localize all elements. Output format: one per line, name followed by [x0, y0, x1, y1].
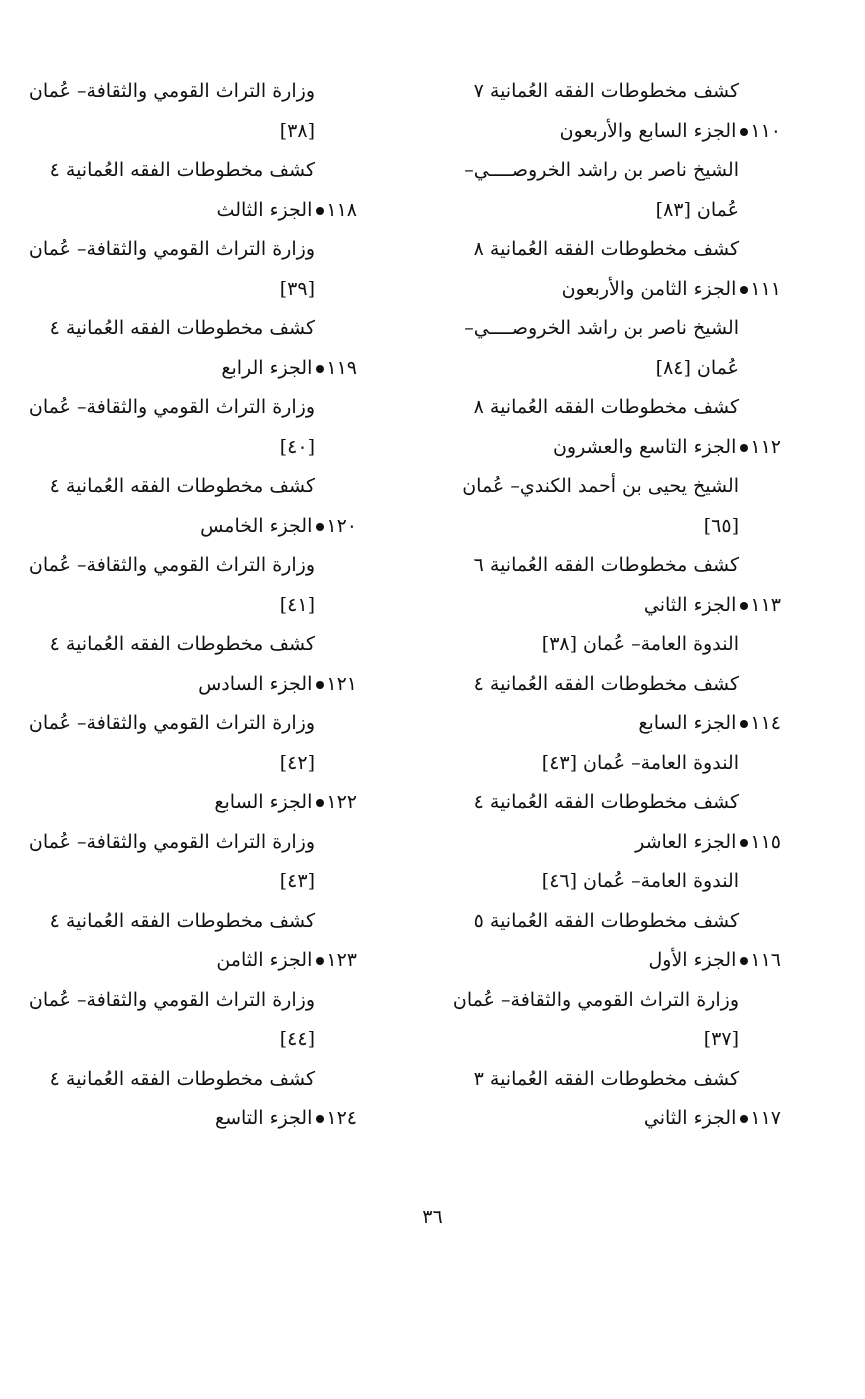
- entry-number: ١٢٠: [326, 514, 357, 537]
- entry-detail-line: [٤٣]: [279, 870, 315, 892]
- entry-number: ١١١: [750, 277, 781, 300]
- bullet-icon: [316, 799, 324, 807]
- entry-detail-line: كشف مخطوطات الفقه العُمانية ٣: [473, 1067, 739, 1090]
- entry-detail-line: كشف مخطوطات الفقه العُمانية ٤: [49, 1067, 315, 1090]
- entry-detail-line: وزارة التراث القومي والثقافة– عُمان: [28, 554, 315, 576]
- entry-heading: [15, 941, 357, 981]
- entry-number: ١٢١: [326, 672, 357, 695]
- entry-detail-line: عُمان [٨٤]: [655, 356, 739, 379]
- entry-title: الجزء السابع: [214, 791, 313, 813]
- entry-number: ١١٢: [750, 435, 781, 458]
- entry-title: الجزء الأول: [648, 949, 737, 971]
- entry-heading: [439, 823, 781, 863]
- entry-detail-line: [٤٢]: [279, 751, 315, 774]
- entry-detail-line: وزارة التراث القومي والثقافة– عُمان: [28, 396, 315, 418]
- entry-detail-line: كشف مخطوطات الفقه العُمانية ٦: [473, 554, 739, 576]
- entry-detail-line: [٣٩]: [279, 277, 315, 300]
- entry-detail-line: وزارة التراث القومي والثقافة– عُمان: [28, 830, 315, 853]
- entry-detail-line: كشف مخطوطات الفقه العُمانية ٤: [49, 909, 315, 932]
- entry-title: الجزء العاشر: [635, 830, 737, 853]
- entry-title: الجزء الثاني: [643, 1107, 737, 1129]
- entry-number: ١١٠: [750, 119, 781, 142]
- entry-detail-line: [٤٠]: [279, 435, 315, 458]
- entry-detail-line: كشف مخطوطات الفقه العُمانية ٤: [49, 317, 315, 339]
- entry-detail-line: كشف مخطوطات الفقه العُمانية ٤: [49, 159, 315, 181]
- entry-title: الجزء الرابع: [221, 356, 313, 379]
- entry-detail-line: كشف مخطوطات الفقه العُمانية ٨: [473, 238, 739, 260]
- entry-title: الجزء الثامن: [216, 949, 313, 971]
- entry-heading: [15, 665, 357, 705]
- entry-detail-line: [٤١]: [279, 593, 315, 616]
- entry-detail-line: كشف مخطوطات الفقه العُمانية ٧: [473, 80, 739, 102]
- entry-heading: [439, 270, 781, 310]
- entry-number: ١١٣: [750, 593, 781, 616]
- entry-title: الجزء السابع: [638, 712, 737, 734]
- entry-detail-line: وزارة التراث القومي والثقافة– عُمان: [28, 988, 315, 1011]
- entry-number: ١١٦: [750, 949, 781, 971]
- entry-detail-line: كشف مخطوطات الفقه العُمانية ٤: [49, 633, 315, 655]
- entry-heading: [15, 1099, 357, 1139]
- entry-detail-line: وزارة التراث القومي والثقافة– عُمان: [28, 712, 315, 734]
- right-column: [439, 72, 781, 1139]
- entry-detail-line: الشيخ ناصر بن راشد الخروصــــي–: [464, 317, 739, 339]
- entry-detail-line: كشف مخطوطات الفقه العُمانية ٤: [473, 672, 739, 695]
- entry-number: ١١٧: [750, 1107, 781, 1129]
- entry-heading: [439, 586, 781, 626]
- entry-heading: [439, 428, 781, 468]
- entry-detail-line: [٣٧]: [703, 1028, 739, 1050]
- entry-detail-line: وزارة التراث القومي والثقافة– عُمان: [452, 988, 739, 1011]
- bullet-icon: [740, 128, 748, 136]
- entry-detail-line: كشف مخطوطات الفقه العُمانية ٤: [473, 791, 739, 813]
- entry-title: الجزء السادس: [198, 672, 313, 695]
- left-column: [15, 72, 357, 1139]
- entry-detail-line: وزارة التراث القومي والثقافة– عُمان: [28, 80, 315, 102]
- bullet-icon: [740, 1115, 748, 1123]
- bullet-icon: [740, 602, 748, 610]
- entry-title: الجزء السابع والأربعون: [559, 119, 737, 142]
- bullet-icon: [740, 839, 748, 847]
- entry-title: الجزء الخامس: [200, 514, 313, 537]
- bullet-icon: [740, 444, 748, 452]
- entry-title: الجزء الثامن والأربعون: [561, 277, 737, 300]
- page-number: ٣٦: [422, 1206, 443, 1228]
- bullet-icon: [316, 681, 324, 689]
- bullet-icon: [740, 957, 748, 965]
- entry-detail-line: كشف مخطوطات الفقه العُمانية ٨: [473, 396, 739, 418]
- bullet-icon: [740, 286, 748, 294]
- entry-title: الجزء الثالث: [216, 198, 313, 221]
- entry-title: الجزء الثاني: [643, 593, 737, 616]
- entry-detail-line: [٦٥]: [703, 514, 739, 537]
- entry-detail-line: [٤٤]: [279, 1028, 315, 1050]
- entry-heading: [439, 1099, 781, 1139]
- bullet-icon: [316, 1115, 324, 1123]
- entry-number: ١١٨: [326, 198, 357, 221]
- entry-number: ١٢٣: [326, 949, 357, 971]
- entry-detail-line: كشف مخطوطات الفقه العُمانية ٥: [473, 909, 739, 932]
- entry-heading: [15, 349, 357, 389]
- entry-detail-line: الندوة العامة– عُمان [٤٣]: [541, 751, 739, 774]
- entry-number: ١١٥: [750, 830, 781, 853]
- bullet-icon: [316, 365, 324, 373]
- entry-title: الجزء التاسع والعشرون: [552, 435, 737, 458]
- entry-heading: [15, 783, 357, 823]
- entry-heading: [15, 507, 357, 547]
- bullet-icon: [316, 207, 324, 215]
- entry-detail-line: وزارة التراث القومي والثقافة– عُمان: [28, 238, 315, 260]
- entry-number: ١١٩: [326, 356, 357, 379]
- entry-detail-line: الشيخ يحيى بن أحمد الكندي– عُمان: [462, 475, 739, 497]
- entry-title: الجزء التاسع: [214, 1107, 313, 1129]
- entry-detail-line: الندوة العامة– عُمان [٤٦]: [541, 870, 739, 892]
- entry-heading: [15, 191, 357, 231]
- entry-number: ١١٤: [750, 712, 781, 734]
- bullet-icon: [316, 523, 324, 531]
- entry-heading: [439, 941, 781, 981]
- bullet-icon: [740, 720, 748, 728]
- entry-number: ١٢٢: [326, 791, 357, 813]
- entry-heading: [439, 112, 781, 152]
- entry-heading: [439, 704, 781, 744]
- entry-number: ١٢٤: [326, 1107, 357, 1129]
- entry-detail-line: [٣٨]: [279, 119, 315, 142]
- entry-detail-line: الندوة العامة– عُمان [٣٨]: [541, 633, 739, 655]
- entry-detail-line: الشيخ ناصر بن راشد الخروصــــي–: [464, 159, 739, 181]
- entry-detail-line: عُمان [٨٣]: [655, 198, 739, 221]
- entry-detail-line: كشف مخطوطات الفقه العُمانية ٤: [49, 475, 315, 497]
- bullet-icon: [316, 957, 324, 965]
